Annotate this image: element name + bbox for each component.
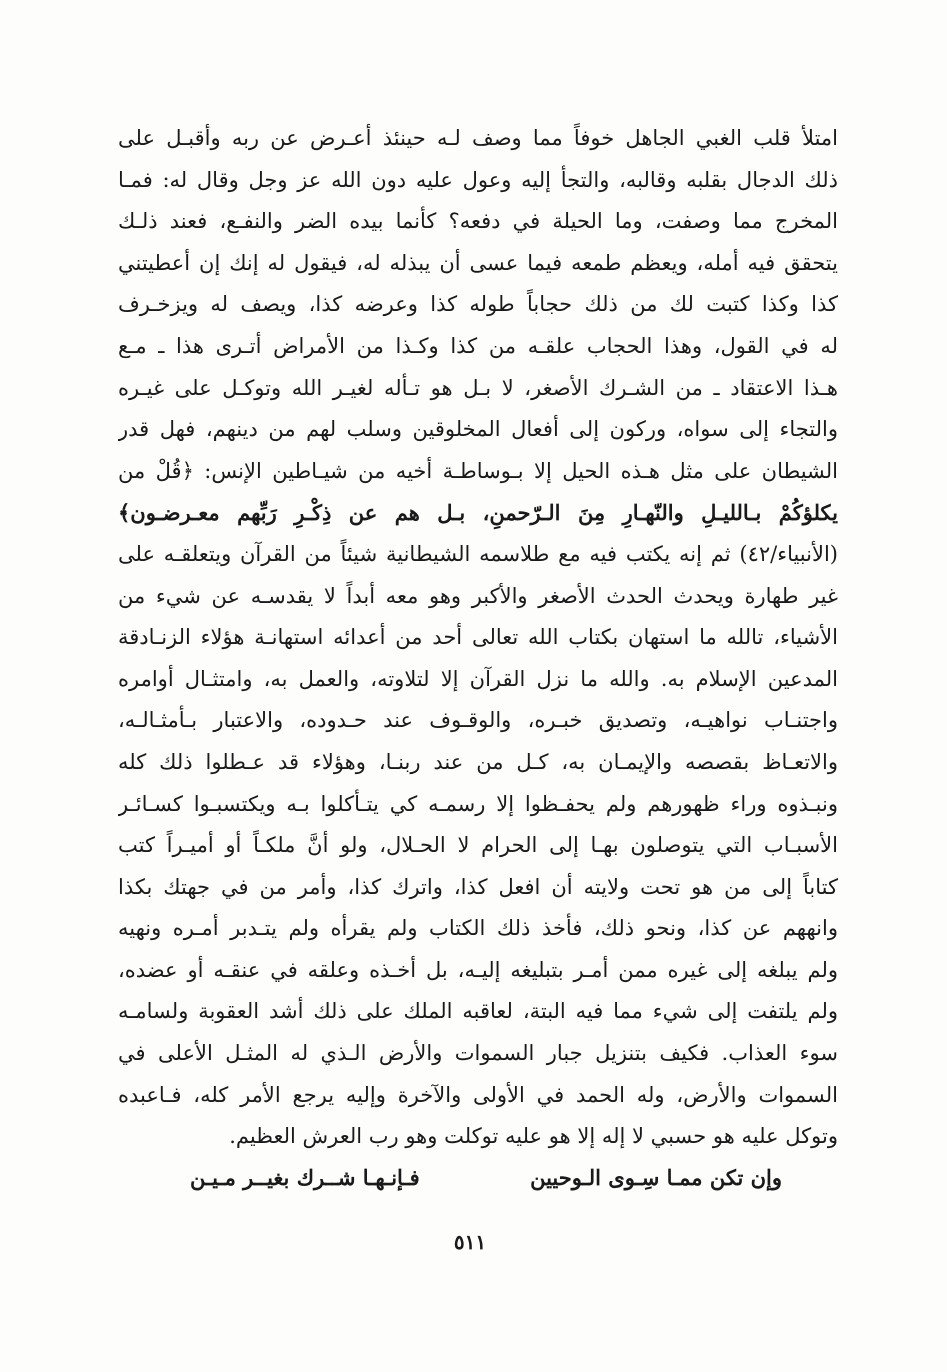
text-line: يتحقق فيه أمله، ويعظم طمعه فيما عسى أن يبذله له، فيقول له إنك إن أعطيتني bbox=[118, 250, 838, 275]
text-line: كذا وكذا كتبت لك من ذلك حجاباً طوله كذا وعرضه كذا، ويصف له ويزخـرف bbox=[118, 292, 838, 317]
text-line: ذلك الدجال بقلبه وقالبه، والتجأ إليه وعول عليه دون الله عز وجل وقال له: فمـا bbox=[118, 167, 838, 192]
poem-verse bbox=[190, 1158, 782, 1198]
text-line: الشيطان على مثل هـذه الحيل إلا بـوساطـة أخيه من شيـاطين الإنس: ﴿قُلْ من bbox=[118, 458, 838, 483]
text-line: والاتعـاظ بقصصه والإيمـان به، كـل من عند ربنـا، وهؤلاء قد عـطلوا ذلك كله bbox=[118, 749, 838, 774]
text-line: الأشياء، تالله ما استهان بكتاب الله تعالى أحد من أعدائه استهانـة هؤلاء الزنـادقة bbox=[118, 625, 838, 650]
text-line: له في القول، وهذا الحجاب علقـه من كذا وكـذا من الأمراض أتـرى هذا ـ مـع bbox=[118, 333, 838, 358]
text-line: سوء العذاب. فكيف بتنزيل جبار السموات والأرض الـذي له المثـل الأعلى في bbox=[118, 1041, 838, 1066]
text-line: امتلأ قلب الغبي الجاهل خوفاً مما وصف لـه حينئذ أعـرض عن ربه وأقبـل على bbox=[118, 126, 838, 150]
text-line: المدعين الإسلام به. والله ما نزل القرآن إلا لتلاوته، والعمل به، وامتثـال أوامره bbox=[118, 666, 838, 691]
quran-verse-line: يكلؤكُمْ بـالليـلِ والنّهـارِ مِنَ الـرّحمنِ، بـل هم عن ذِكْـرِ رَبِّهم معـرضـون﴾ bbox=[118, 500, 838, 526]
text-line: (الأنبياء/٤٢) ثم إنه يكتب فيه مع طلاسمه الشيطانية شيئاً من القرآن ويتعلقـه على bbox=[118, 541, 838, 566]
poem-first-hemistich: وإن تكن ممـا سِـوى الـوحيين bbox=[530, 1165, 782, 1190]
text-line: السموات والأرض، وله الحمد في الأولى والآخرة وإليه يرجع الأمر كله، فـاعبده bbox=[118, 1082, 838, 1107]
text-line: الأسبـاب التي يتوصلون بهـا إلى الحرام لا الحـلال، ولو أنَّ ملكـاً أو أميـراً كتب bbox=[118, 833, 838, 858]
text-line: ونبـذوه وراء ظهورهم ولم يحفـظوا إلا رسمـه كي يتـأكلوا بـه ويكتسبـوا كسـائـر bbox=[118, 791, 838, 816]
text-line: واجتنـاب نواهيـه، وتصديق خبـره، والوقـوف عند حـدوده، والاعتبار بـأمثـالـه، bbox=[118, 708, 838, 733]
text-line: وتوكل عليه هو حسبي لا إله إلا هو عليه توكلت وهو رب العرش العظيم. bbox=[229, 1124, 838, 1149]
text-line: ولم يلتفت إلى شيء مما فيه البتة، لعاقبه الملك على ذلك أشد العقوبة ولسامـه bbox=[118, 999, 838, 1024]
poem-second-hemistich: فـإنـهـا شــرك بغيــر مـيـن bbox=[190, 1165, 420, 1190]
text-line: وانههم عن كذا، ونحو ذلك، فأخذ ذلك الكتاب ولم يقرأه ولم يتـدبر أمـره ونهيه bbox=[118, 916, 838, 941]
page-number: ٥١١ bbox=[453, 1230, 487, 1254]
text-line: غير طهارة ويحدث الحدث الأصغر والأكبر وهو معه أبداً لا يقدسـه عن شيء من bbox=[118, 583, 838, 608]
text-line: ولم يبلغه إلى غيره ممن أمـر بتبليغه إليـه، بل أخـذه وعلقه في عنقـه أو عضده، bbox=[118, 957, 838, 982]
body-text bbox=[118, 118, 838, 1158]
text-line: المخرج مما وصفت، وما الحيلة في دفعه؟ كأنما بيده الضر والنفـع، فعند ذلـك bbox=[118, 209, 838, 234]
text-line: هـذا الاعتقاد ـ من الشـرك الأصغر، لا بـل هو تـأله لغيـر الله وتوكـل على غيـره bbox=[118, 375, 838, 400]
text-line: كتاباً إلى من هو تحت ولايته أن افعل كذا، واترك كذا، وأمر من في جهتك بكذا bbox=[118, 874, 838, 899]
text-line: والتجاء إلى سواه، وركون إلى أفعال المخلوقين وسلب لهم من دينهم، فهل قدر bbox=[118, 417, 838, 442]
